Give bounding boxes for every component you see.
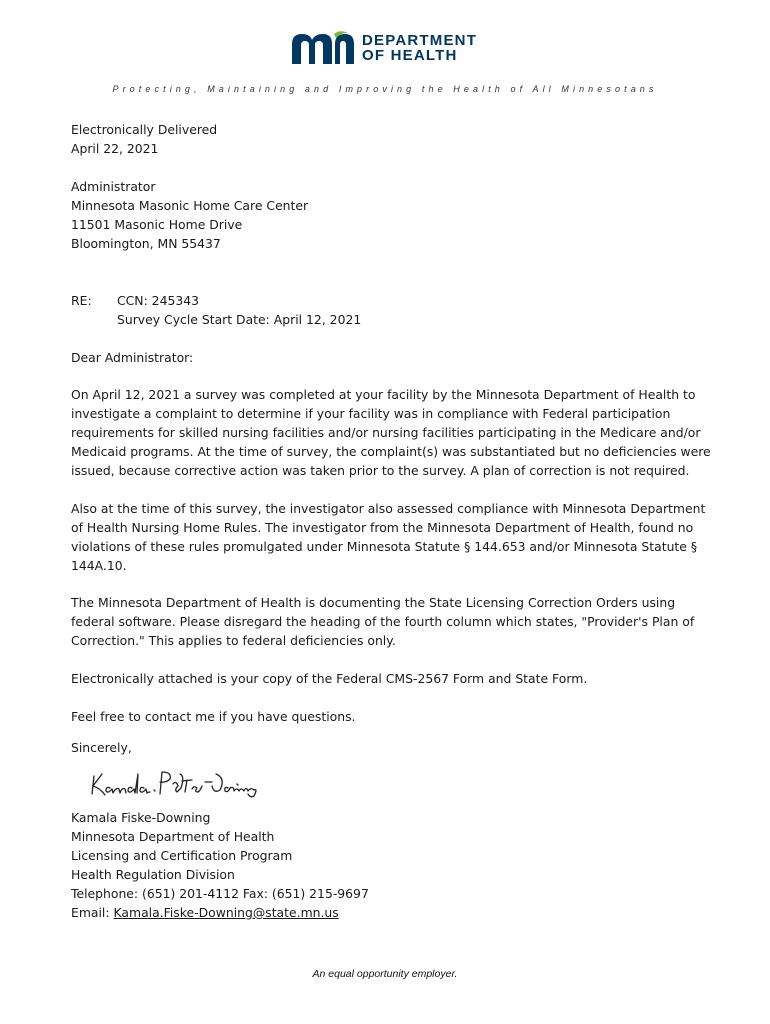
paragraph-line: Electronically attached is your copy of the Federal CMS-2567 Form and State Form. [71,671,588,686]
signer-block [71,808,711,922]
logo-line-1: DEPARTMENT [362,32,478,49]
signer-name: Kamala Fiske-Downing [71,810,211,825]
paragraph-line: of Health Nursing Home Rules. The investigator from the Minnesota Department of Health, found no [71,520,694,535]
footer-equal-opportunity: An equal opportunity employer. [312,968,458,980]
mn-logo-icon [290,30,356,66]
ccn: CCN: 245343 [117,293,199,308]
delivery-method: Electronically Delivered [71,122,218,137]
closing: Sincerely, [71,740,132,755]
signer-org: Minnesota Department of Health [71,829,275,844]
signer-program: Licensing and Certification Program [71,848,293,863]
tagline: Protecting, Maintaining and Improving the Health of All Minnesotans [112,84,658,94]
logo-wordmark [362,33,477,63]
recipient-city: Bloomington, MN 55437 [71,236,221,251]
date-block [71,120,711,158]
email-link[interactable]: Kamala.Fiske-Downing@state.mn.us [113,905,339,920]
letter-date: April 22, 2021 [71,141,159,156]
paragraph-line: On April 12, 2021 a survey was completed at your facility by the Minnesota Department of Health to [71,387,696,402]
paragraph-line: investigate a complaint to determine if your facility was in compliance with Federal participation [71,406,671,421]
paragraph-line: Also at the time of this survey, the investigator also assessed compliance with Minnesota Department [71,501,706,516]
recipient-street: 11501 Masonic Home Drive [71,217,243,232]
paragraph-line: 144A.10. [71,558,127,573]
paragraph-line: requirements for skilled nursing facilities and/or nursing facilities participating in the Medicare and/or [71,425,701,440]
signer-division: Health Regulation Division [71,867,235,882]
paragraph-line: federal software. Please disregard the heading of the fourth column which states, "Provider's Plan of [71,614,695,629]
paragraph-line: violations of these rules promulgated under Minnesota Statute § 144.653 and/or Minnesota Statute § [71,539,698,554]
recipient-address [71,177,711,253]
letterhead [0,30,770,70]
paragraph-1 [71,385,711,480]
paragraph-line: The Minnesota Department of Health is documenting the State Licensing Correction Orders using [71,595,676,610]
logo-line-2: OF HEALTH [362,47,458,64]
signer-phone: Telephone: (651) 201-4112 Fax: (651) 215-9697 [71,886,369,901]
re-label: RE: [71,293,92,308]
paragraph-3 [71,593,701,650]
email-label: Email: [71,905,114,920]
recipient-facility: Minnesota Masonic Home Care Center [71,198,309,213]
re-values [117,291,361,329]
paragraph-4 [71,669,701,688]
recipient-title: Administrator [71,179,156,194]
paragraph-line: Feel free to contact me if you have questions. [71,709,356,724]
paragraph-line: Correction." This applies to federal deficiencies only. [71,633,396,648]
handwritten-signature [88,766,263,800]
signer-email-line [71,903,711,922]
salutation: Dear Administrator: [71,350,194,365]
paragraph-5 [71,707,701,726]
survey-start-date: Survey Cycle Start Date: April 12, 2021 [117,312,362,327]
paragraph-line: issued, because corrective action was taken prior to the survey. A plan of correction is not required. [71,463,690,478]
paragraph-2 [71,499,706,575]
paragraph-line: Medicaid programs. At the time of survey, the complaint(s) was substantiated but no deficiencies were [71,444,711,459]
